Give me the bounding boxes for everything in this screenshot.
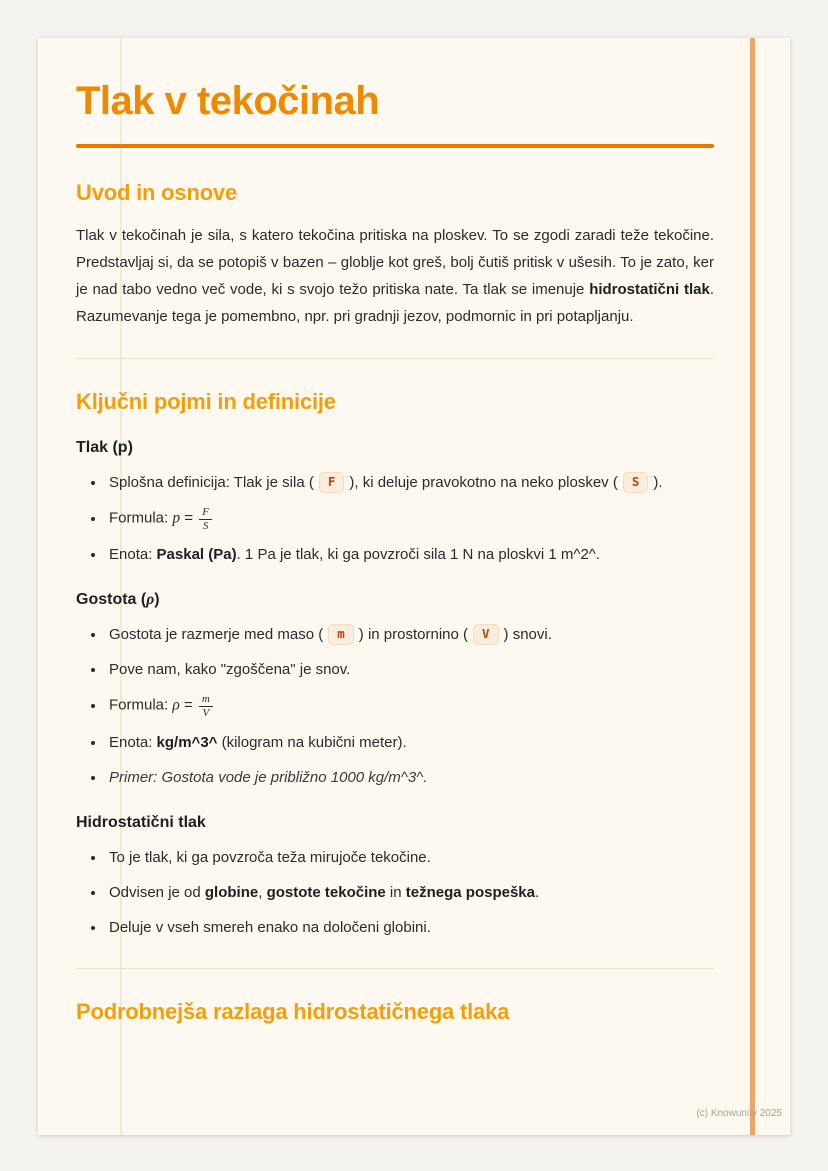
text-segment: Formula: [109, 696, 173, 714]
intro-paragraph [76, 222, 714, 330]
subheading-gostota [76, 591, 714, 609]
hidro-bullet-list [76, 846, 714, 940]
list-item [106, 658, 714, 682]
text-segment: ) [154, 591, 160, 609]
text-segment: Primer: Gostota vode je približno 1000 kg/m^3^. [109, 768, 428, 786]
math-fraction [199, 693, 213, 719]
bold-teznega-pospeska: težnega pospeška [405, 883, 535, 901]
bold-gostote-tekocine: gostote tekočine [266, 883, 386, 901]
text-segment: in [385, 883, 406, 901]
list-item [106, 881, 714, 905]
list-item [106, 731, 714, 755]
bold-kgm3: kg/m^3^ [156, 733, 218, 751]
text-segment: Deluje v vseh smereh enako na določeni globini. [109, 918, 431, 936]
text-segment: Enota: [109, 733, 157, 751]
text-segment: Enota: [109, 546, 157, 564]
page-title: Tlak v tekočinah [76, 79, 380, 123]
text-segment: ) snovi. [503, 626, 552, 644]
title-rule [76, 144, 714, 148]
text-segment: (kilogram na kubični meter). [217, 733, 407, 751]
text-segment: ) in prostornino ( [358, 626, 468, 644]
list-item [106, 916, 714, 940]
fraction-numerator: F [199, 506, 212, 520]
math-fraction [199, 506, 212, 532]
subheading-hidrostaticni-tlak: Hidrostatični tlak [76, 813, 206, 831]
text-segment: , [258, 883, 267, 901]
text-segment: Gostota je razmerje med maso ( [109, 626, 324, 644]
text-segment: ), ki deluje pravokotno na neko ploskev ( [349, 474, 618, 491]
section-divider [76, 358, 714, 359]
tlak-bullet-list [76, 471, 714, 567]
list-item [106, 471, 714, 495]
bold-hidrostaticni-tlak: hidrostatični tlak [589, 281, 710, 298]
gostota-bullet-list [76, 623, 714, 789]
subheading-tlak: Tlak (p) [76, 439, 133, 456]
math-var-rho: ρ [172, 696, 180, 714]
text-segment: Formula: [109, 509, 173, 527]
text-segment: Odvisen je od [109, 883, 205, 901]
list-item-formula [106, 693, 714, 719]
footer-credit: (c) Knowunity 2025 [696, 1108, 782, 1119]
inline-code-V: V [473, 624, 499, 645]
text-segment: Gostota ( [76, 591, 147, 609]
bold-paskal: Paskal (Pa) [156, 546, 237, 564]
text-segment: Splošna definicija: Tlak je sila ( [109, 474, 314, 491]
section-divider [76, 968, 714, 969]
fraction-denominator: S [202, 519, 209, 532]
section-heading-podrobnejsa: Podrobnejša razlaga hidrostatičnega tlaka [76, 998, 510, 1024]
section-heading-kljucni-pojmi: Ključni pojmi in definicije [76, 389, 336, 414]
section-heading-uvod: Uvod in osnove [76, 180, 237, 205]
inline-code-m: m [328, 624, 354, 645]
list-item [106, 846, 714, 870]
list-item-example [106, 766, 714, 790]
text-segment: . Razumevanje tega je pomembno, npr. pri gradnji jezov, podmornic in pri potapljanju. [76, 281, 714, 325]
list-item-formula [106, 506, 714, 532]
text-segment: To je tlak, ki ga povzroča teža mirujoče tekočine. [109, 848, 431, 866]
document-content [38, 38, 790, 1025]
document-page [38, 38, 790, 1135]
math-var-rho: ρ [146, 591, 155, 609]
text-segment: . [534, 883, 540, 901]
math-var-p: p [172, 509, 181, 527]
fraction-denominator: V [202, 706, 210, 719]
text-segment: Pove nam, kako "zgoščena" je snov. [109, 661, 351, 679]
text-segment: = [180, 509, 198, 527]
fraction-numerator: m [199, 693, 213, 707]
text-segment: . 1 Pa je tlak, ki ga povzroči sila 1 N na ploskvi 1 m^2^. [236, 546, 600, 564]
text-segment: Tlak v tekočinah je sila, s katero tekočina pritiska na ploskev. To se zgodi zaradi teže tekočine. Predstavljaj si, da se potopiš v bazen – globlje kot greš, bolj čutiš pritisk v ušesih. To je zato, ker je nad tabo vedno več vode, ki s svojo težo pritiska nate. Ta tlak se imenuje [76, 227, 714, 298]
inline-code-S: S [623, 472, 649, 493]
inline-code-F: F [319, 472, 345, 493]
bold-globine: globine [204, 883, 259, 901]
list-item [106, 543, 714, 567]
text-segment: = [179, 696, 197, 714]
list-item [106, 623, 714, 647]
text-segment: ). [653, 474, 663, 491]
